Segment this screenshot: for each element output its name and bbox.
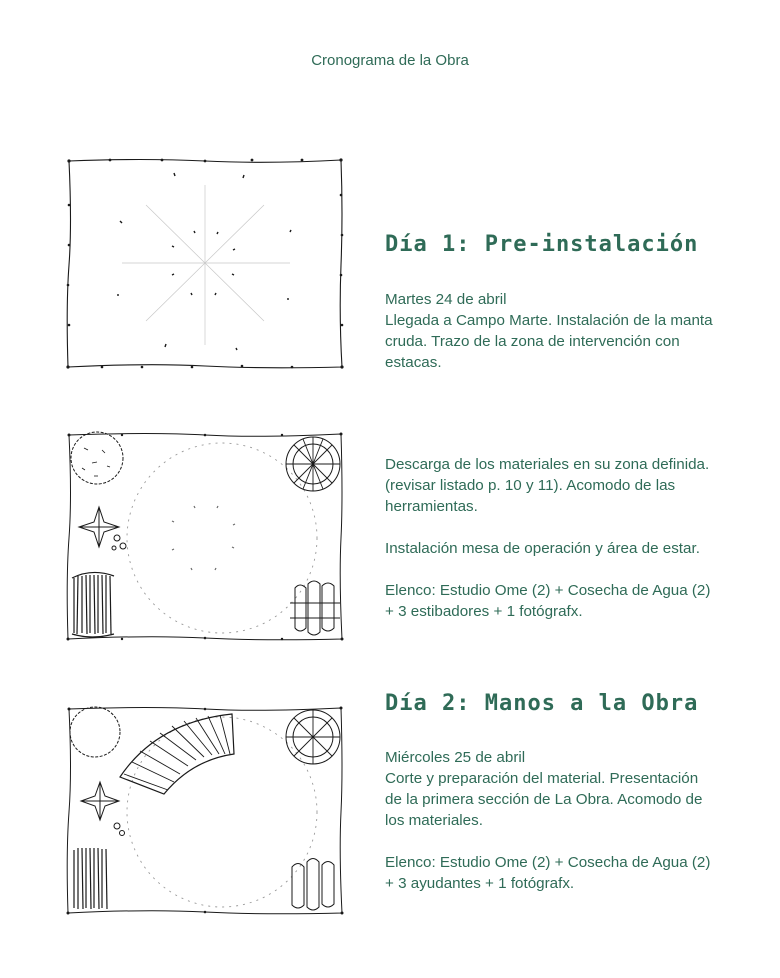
site-plan-sketch-stakes: [62, 155, 348, 373]
crew-paragraph: Elenco: Estudio Ome (2) + Cosecha de Agua (2) + 3 estibadores + 1 fotógrafx.: [385, 582, 711, 620]
day-2-text: [385, 747, 715, 894]
day-2-crew: Elenco: Estudio Ome (2) + Cosecha de Agua (2) + 3 ayudantes + 1 fotógrafx.: [385, 854, 711, 892]
day-1-date: Martes 24 de abril: [385, 291, 507, 308]
day-1-body: Llegada a Campo Marte. Instalación de la manta cruda. Trazo de la zona de intervención con estacas.: [385, 312, 713, 371]
materials-text: [385, 454, 715, 622]
site-plan-sketch-progress: [62, 702, 348, 920]
setup-paragraph: Instalación mesa de operación y área de estar.: [385, 540, 700, 557]
site-plan-sketch-materials: [62, 428, 348, 646]
day-2-heading: Día 2: Manos a la Obra: [385, 691, 699, 716]
day-1-text: [385, 289, 715, 373]
day-1-heading: Día 1: Pre-instalación: [385, 232, 699, 257]
day-2-body: Corte y preparación del material. Presentación de la primera sección de La Obra. Acomodo de los materiales.: [385, 770, 703, 829]
materials-paragraph: Descarga de los materiales en su zona definida. (revisar listado p. 10 y 11). Acomodo de las herramientas.: [385, 456, 710, 515]
day-2-date: Miércoles 25 de abril: [385, 749, 526, 766]
page-title: Cronograma de la Obra: [311, 52, 469, 69]
